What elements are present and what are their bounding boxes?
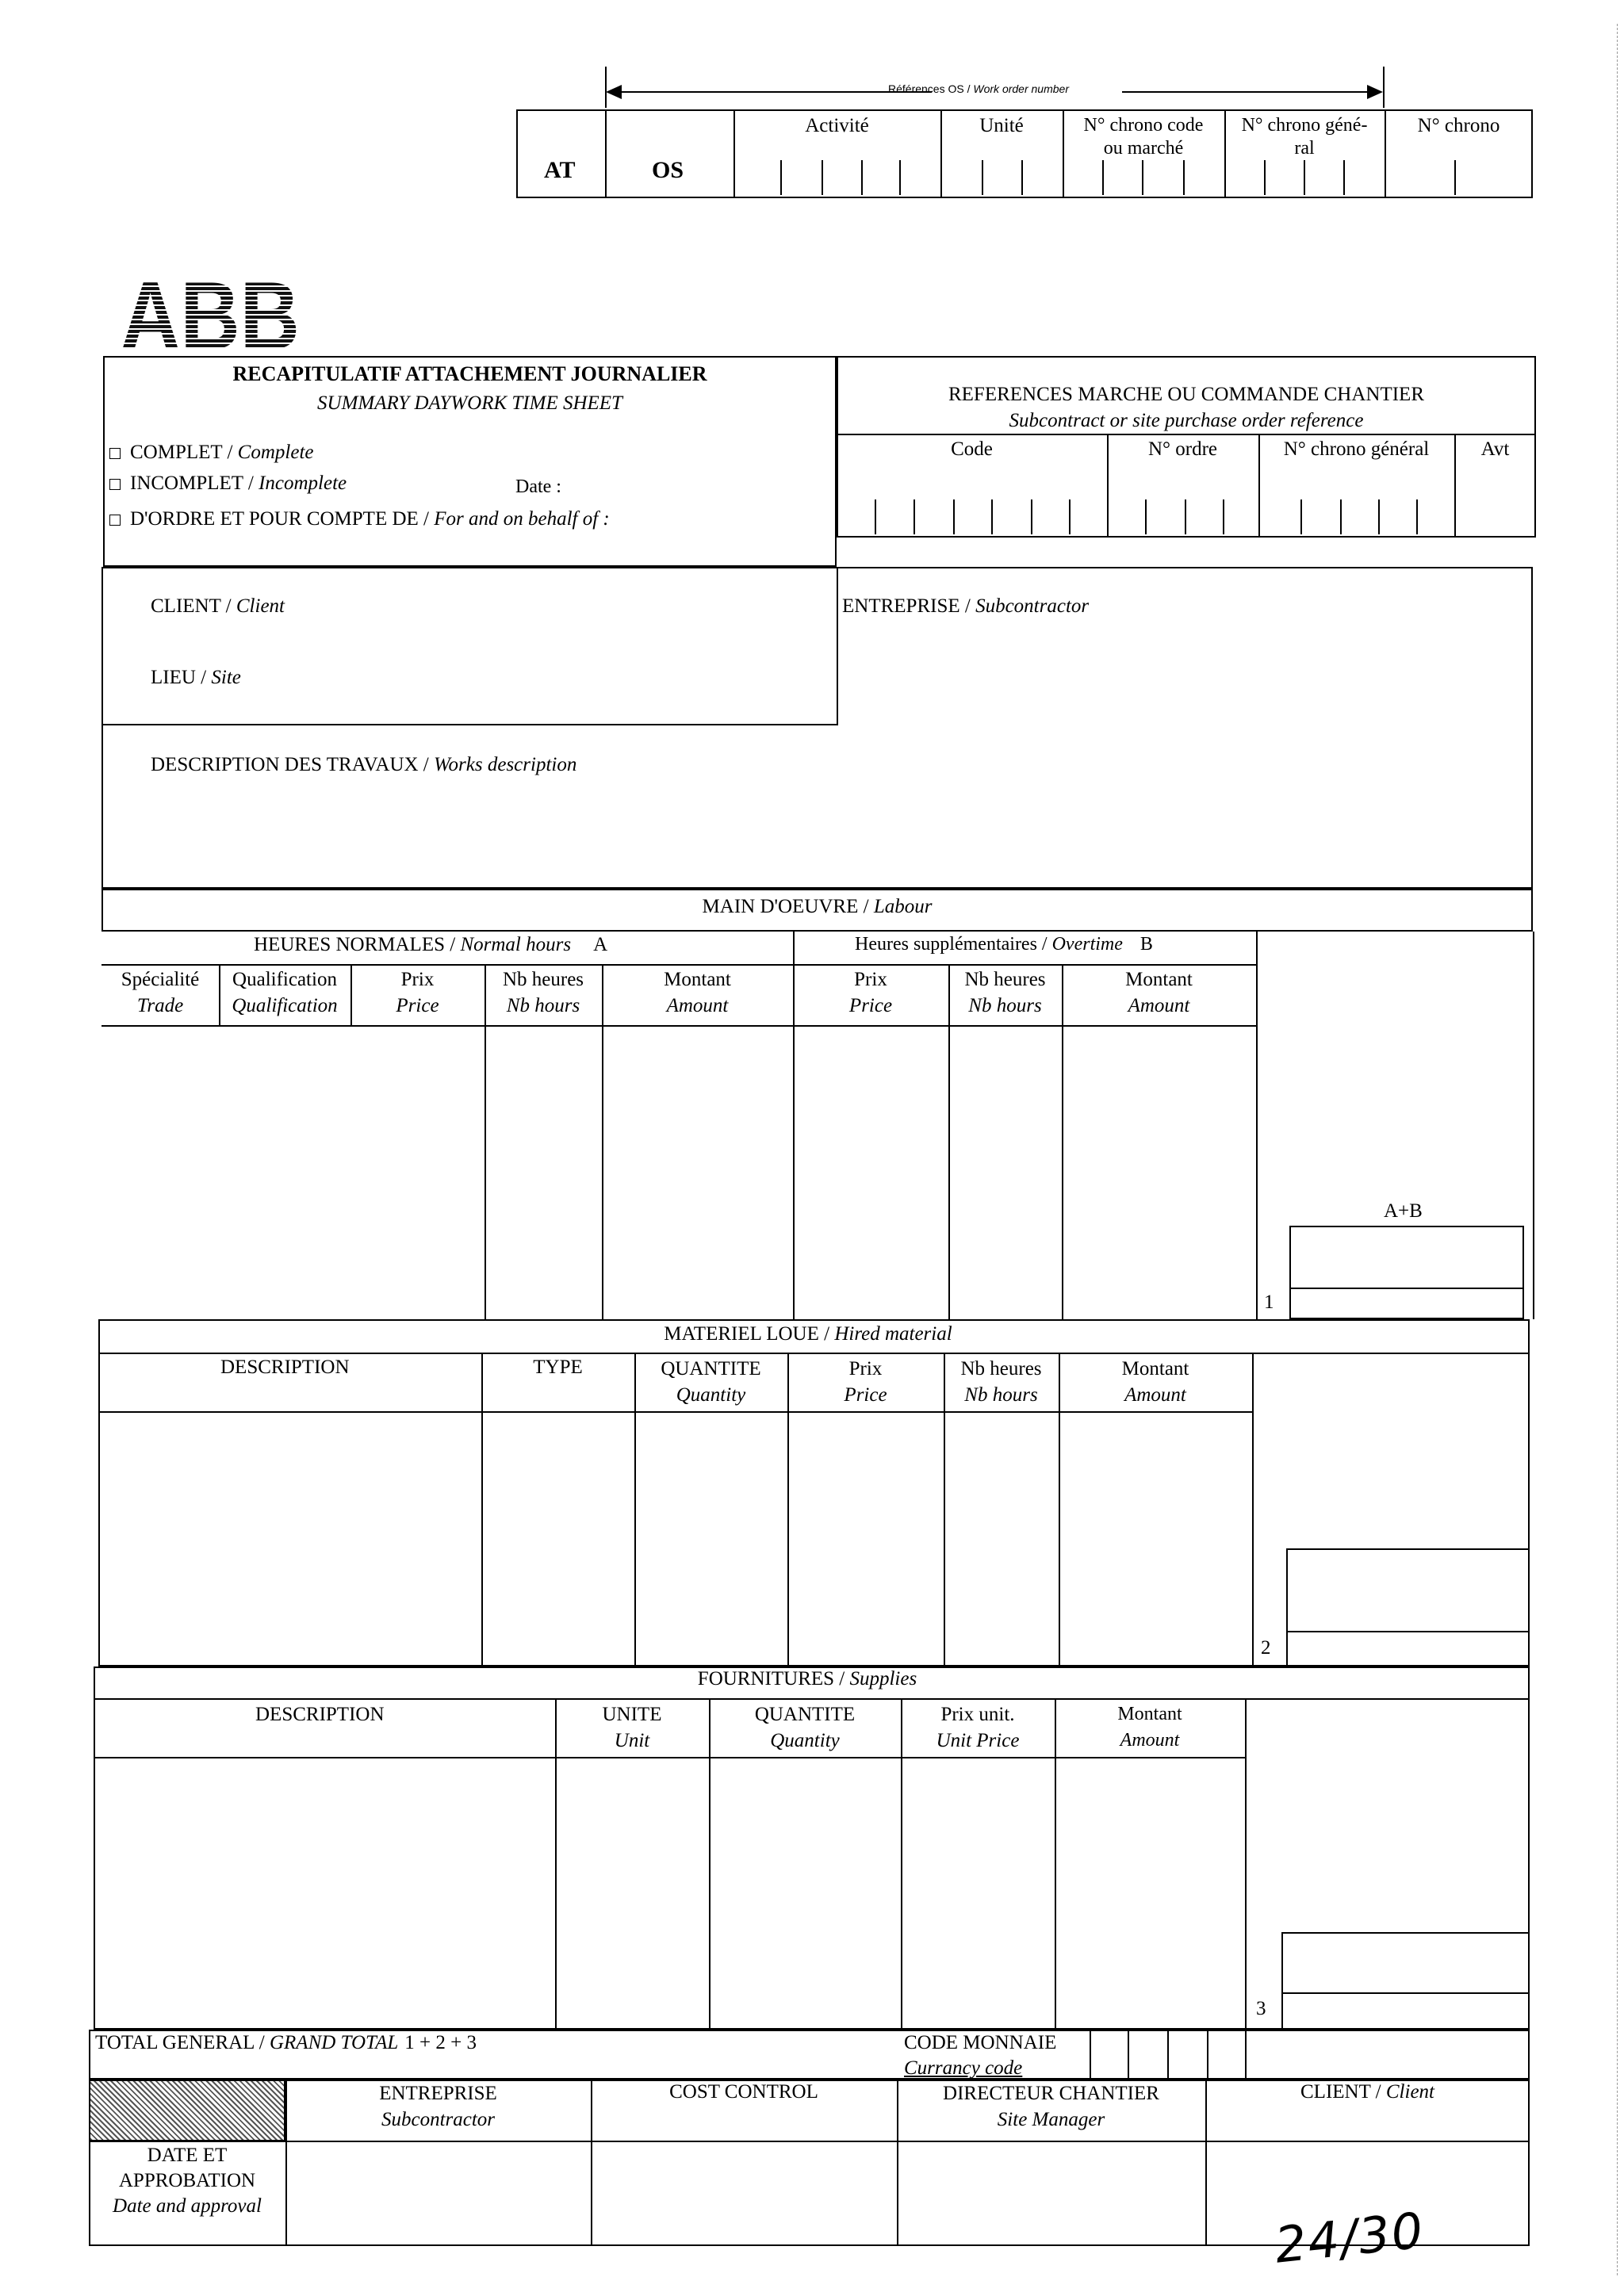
supplies-col-description: DESCRIPTION [255, 1704, 385, 1725]
handwritten-page-number: 24/30 [1272, 2201, 1427, 2275]
approval-entreprise: ENTREPRISE Subcontractor [379, 2083, 497, 2130]
ref-code-label: Code [951, 438, 993, 460]
date-label: Date : [515, 476, 561, 497]
ref-title: REFERENCES MARCHE OU COMMANDE CHANTIER [948, 384, 1425, 405]
works-description-label: DESCRIPTION DES TRAVAUX / Works description [151, 754, 577, 775]
hired-title: MATERIEL LOUE / Hired material [664, 1323, 952, 1345]
ref-ordre-label: N° ordre [1147, 438, 1218, 460]
hatched-cell [89, 2080, 285, 2141]
complet-checkbox[interactable] [109, 448, 121, 459]
ref-subtitle: Subcontract or site purchase order reference [1009, 410, 1364, 431]
hired-col-quantity: QUANTITE Quantity [661, 1358, 761, 1406]
at-label: AT [544, 157, 576, 183]
normal-hours-label: HEURES NORMALES / Normal hours A [254, 934, 608, 955]
ordre-option[interactable]: D'ORDRE ET POUR COMPTE DE / For and on behalf of : [109, 507, 610, 531]
supplies-col-unit-price: Prix unit. Unit Price [936, 1704, 1020, 1751]
svg-text:ABB: ABB [121, 262, 300, 369]
signature-field-entreprise[interactable] [287, 2142, 589, 2244]
approval-directeur: DIRECTEUR CHANTIER Site Manager [943, 2083, 1159, 2130]
ref-chrono-label: N° chrono général [1283, 438, 1430, 460]
unite-label: Unité [979, 115, 1024, 136]
supplies-col-unit: UNITE Unit [602, 1704, 662, 1751]
labour-index: 1 [1264, 1292, 1274, 1313]
supplies-col-amount: Montant Amount [1117, 1704, 1182, 1751]
chrono-general-label: N° chrono géné- ral [1241, 115, 1368, 159]
supplies-col-quantity: QUANTITE Quantity [754, 1704, 856, 1751]
chrono-label: N° chrono [1417, 115, 1500, 136]
chrono-code-label: N° chrono code ou marché [1083, 115, 1204, 159]
lieu-label: LIEU / Site [151, 667, 241, 688]
labour-col-price: Prix Price [396, 969, 439, 1016]
supplies-index: 3 [1256, 1998, 1266, 2019]
labour-col-amount: Montant Amount [664, 969, 731, 1016]
ordre-checkbox[interactable] [109, 515, 121, 526]
os-label: OS [652, 157, 684, 183]
os-caption-en: Work order number [973, 82, 1069, 95]
hired-col-description: DESCRIPTION [220, 1357, 350, 1378]
arrow-left-icon [606, 85, 622, 99]
arrow-right-icon [1367, 85, 1383, 99]
hired-col-type: TYPE [533, 1357, 583, 1378]
labour-sum-label: A+B [1384, 1200, 1423, 1222]
supplies-title: FOURNITURES / Supplies [697, 1668, 917, 1689]
client-label: CLIENT / Client [151, 595, 285, 617]
currency-label: CODE MONNAIE Currancy code [904, 2032, 1057, 2079]
signature-field-cost-control[interactable] [592, 2142, 895, 2244]
os-caption: Références OS / [888, 82, 974, 95]
complet-option[interactable]: COMPLET / Complete [109, 441, 314, 465]
activite-label: Activité [805, 115, 869, 136]
supplies-subtotal-field[interactable] [1281, 1932, 1530, 2030]
hired-col-price: Prix Price [844, 1358, 887, 1406]
hired-subtotal-field[interactable] [1286, 1548, 1530, 1667]
labour-col-ot-hours: Nb heures Nb hours [964, 969, 1046, 1016]
overtime-label: Heures supplémentaires / Overtime B [855, 934, 1153, 955]
labour-col-trade: Spécialité Trade [121, 969, 200, 1016]
labour-col-hours: Nb heures Nb hours [502, 969, 584, 1016]
entreprise-label: ENTREPRISE / Subcontractor [842, 595, 1090, 617]
labour-col-ot-price: Prix Price [848, 969, 893, 1016]
approval-cost-control: COST CONTROL [669, 2081, 818, 2103]
labour-col-ot-amount: Montant Amount [1125, 969, 1193, 1016]
abb-logo [119, 262, 301, 369]
grand-total-label: TOTAL GENERAL / GRAND TOTAL 1 + 2 + 3 [95, 2032, 477, 2053]
labour-col-qualification: Qualification Qualification [232, 969, 338, 1016]
approval-client: CLIENT / Client [1300, 2081, 1434, 2103]
incomplet-checkbox[interactable] [109, 479, 121, 490]
labour-title: MAIN D'OEUVRE / Labour [702, 896, 933, 917]
form-subtitle: SUMMARY DAYWORK TIME SHEET [317, 392, 622, 414]
approval-date: DATE ET APPROBATION Date and approval [113, 2145, 262, 2217]
ref-avt-label: Avt [1480, 438, 1510, 460]
signature-field-directeur[interactable] [898, 2142, 1204, 2244]
incomplet-option[interactable]: INCOMPLET / Incomplete [109, 472, 347, 496]
hired-index: 2 [1261, 1637, 1271, 1659]
labour-subtotal-field[interactable] [1289, 1226, 1524, 1319]
hired-col-hours: Nb heures Nb hours [960, 1358, 1042, 1406]
hired-col-amount: Montant Amount [1121, 1358, 1189, 1406]
form-title: RECAPITULATIF ATTACHEMENT JOURNALIER [232, 362, 707, 385]
